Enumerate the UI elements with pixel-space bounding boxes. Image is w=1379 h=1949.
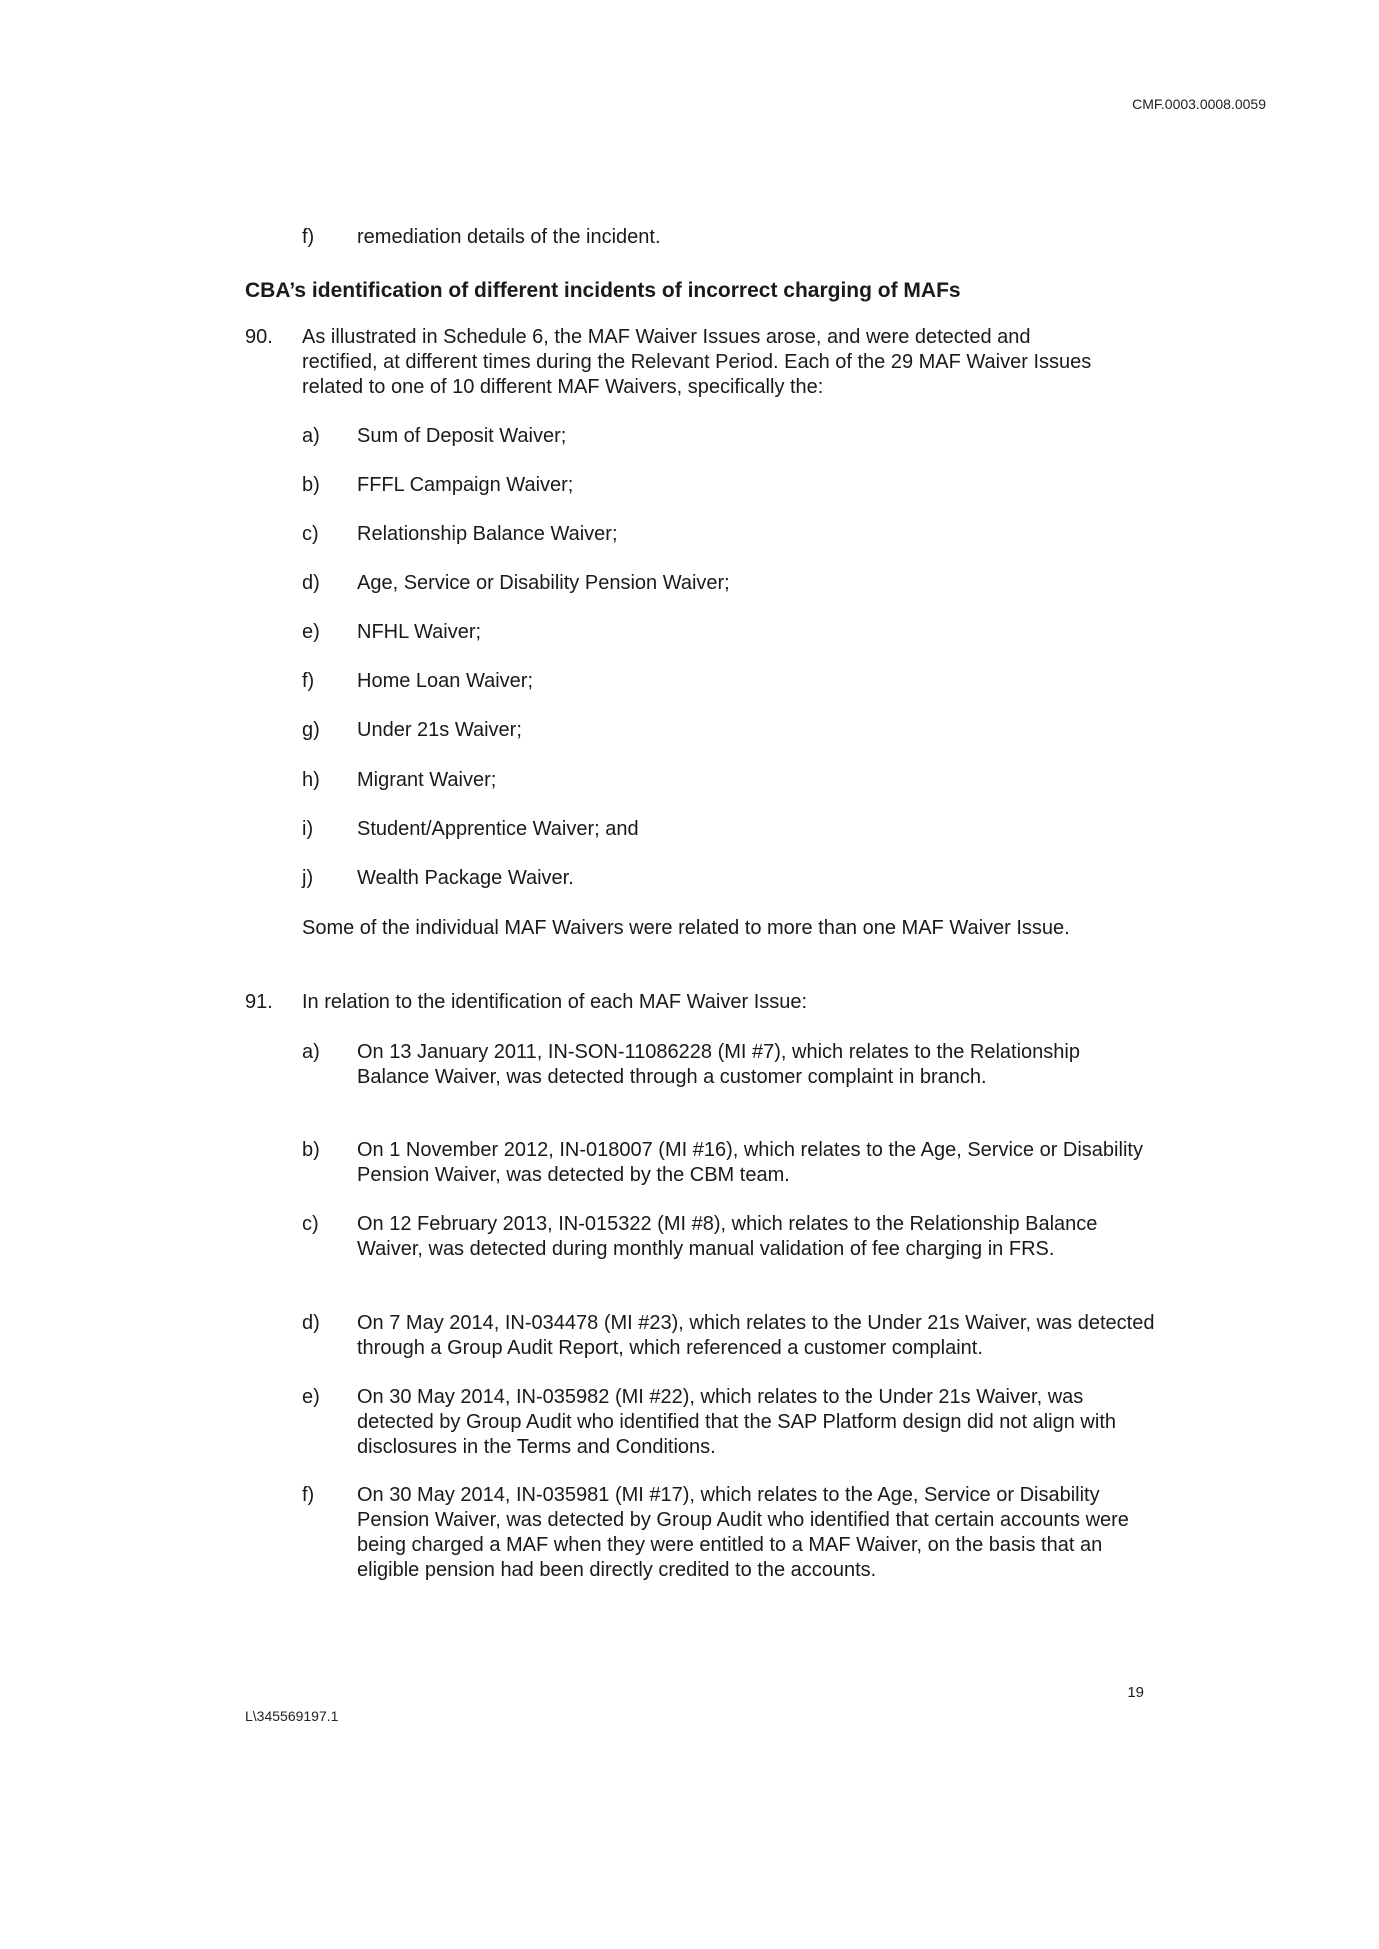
list-item-text: On 1 November 2012, IN-018007 (MI #16), which relates to the Age, Service or Disability Pension Waiver, was detected by the CBM team. (357, 1139, 1143, 1186)
section-heading: CBA’s identification of different incidents of incorrect charging of MAFs (245, 279, 961, 302)
list-marker: f) (302, 670, 315, 692)
list-item-text: Relationship Balance Waiver; (357, 523, 618, 545)
list-marker: a) (302, 425, 320, 447)
list-marker: h) (302, 769, 320, 791)
list-marker: f) (302, 226, 315, 248)
paragraph-number: 91. (245, 991, 273, 1013)
list-marker: c) (302, 1213, 319, 1235)
list-marker: d) (302, 1312, 320, 1334)
list-item-text: Migrant Waiver; (357, 769, 497, 791)
paragraph-text: As illustrated in Schedule 6, the MAF Waiver Issues arose, and were detected and rectified, at different times during the Relevant Period. Each of the 29 MAF Waiver Issues related to one of 10 different MAF Waivers, specifically the: (302, 326, 1092, 398)
list-item-text: On 30 May 2014, IN-035981 (MI #17), which relates to the Age, Service or Disability Pension Waiver, was detected by Group Audit who identified that certain accounts were being charged a MAF when they were entitled to a MAF Waiver, on the basis that an eligible pension had been directly credited to the accounts. (357, 1484, 1129, 1581)
list-item-text: remediation details of the incident. (357, 226, 661, 248)
list-item-text: Wealth Package Waiver. (357, 867, 574, 889)
list-item-text: On 7 May 2014, IN-034478 (MI #23), which relates to the Under 21s Waiver, was detected through a Group Audit Report, which referenced a customer complaint. (357, 1312, 1155, 1359)
paragraph-number: 90. (245, 326, 273, 348)
list-marker: j) (302, 867, 314, 889)
list-item-text: FFFL Campaign Waiver; (357, 474, 574, 496)
list-marker: g) (302, 719, 320, 741)
list-marker: f) (302, 1484, 315, 1506)
list-item-text: Sum of Deposit Waiver; (357, 425, 567, 447)
paragraph-text: In relation to the identification of each MAF Waiver Issue: (302, 991, 808, 1013)
document-reference: CMF.0003.0008.0059 (1132, 96, 1266, 112)
list-item-text: Student/Apprentice Waiver; and (357, 818, 639, 840)
list-marker: b) (302, 474, 320, 496)
list-marker: d) (302, 572, 320, 594)
footer-document-id: L\345569197.1 (245, 1708, 339, 1724)
paragraph-closing-text: Some of the individual MAF Waivers were related to more than one MAF Waiver Issue. (302, 917, 1070, 939)
list-marker: a) (302, 1041, 320, 1063)
page-number: 19 (1127, 1684, 1144, 1701)
list-item-text: On 13 January 2011, IN-SON-11086228 (MI #7), which relates to the Relationship Balance Waiver, was detected through a customer complaint in branch. (357, 1041, 1080, 1088)
list-marker: i) (302, 818, 314, 840)
list-marker: c) (302, 523, 319, 545)
list-marker: e) (302, 621, 320, 643)
list-marker: e) (302, 1386, 320, 1408)
list-item-text: On 30 May 2014, IN-035982 (MI #22), which relates to the Under 21s Waiver, was detected by Group Audit who identified that the SAP Platform design did not align with disclosures in the Terms and Conditions. (357, 1386, 1116, 1458)
list-marker: b) (302, 1139, 320, 1161)
list-item-text: Age, Service or Disability Pension Waiver; (357, 572, 730, 594)
list-item-text: Under 21s Waiver; (357, 719, 522, 741)
list-item-text: Home Loan Waiver; (357, 670, 533, 692)
list-item-text: On 12 February 2013, IN-015322 (MI #8), which relates to the Relationship Balance Waiver, was detected during monthly manual validation of fee charging in FRS. (357, 1213, 1098, 1260)
list-item-text: NFHL Waiver; (357, 621, 482, 643)
